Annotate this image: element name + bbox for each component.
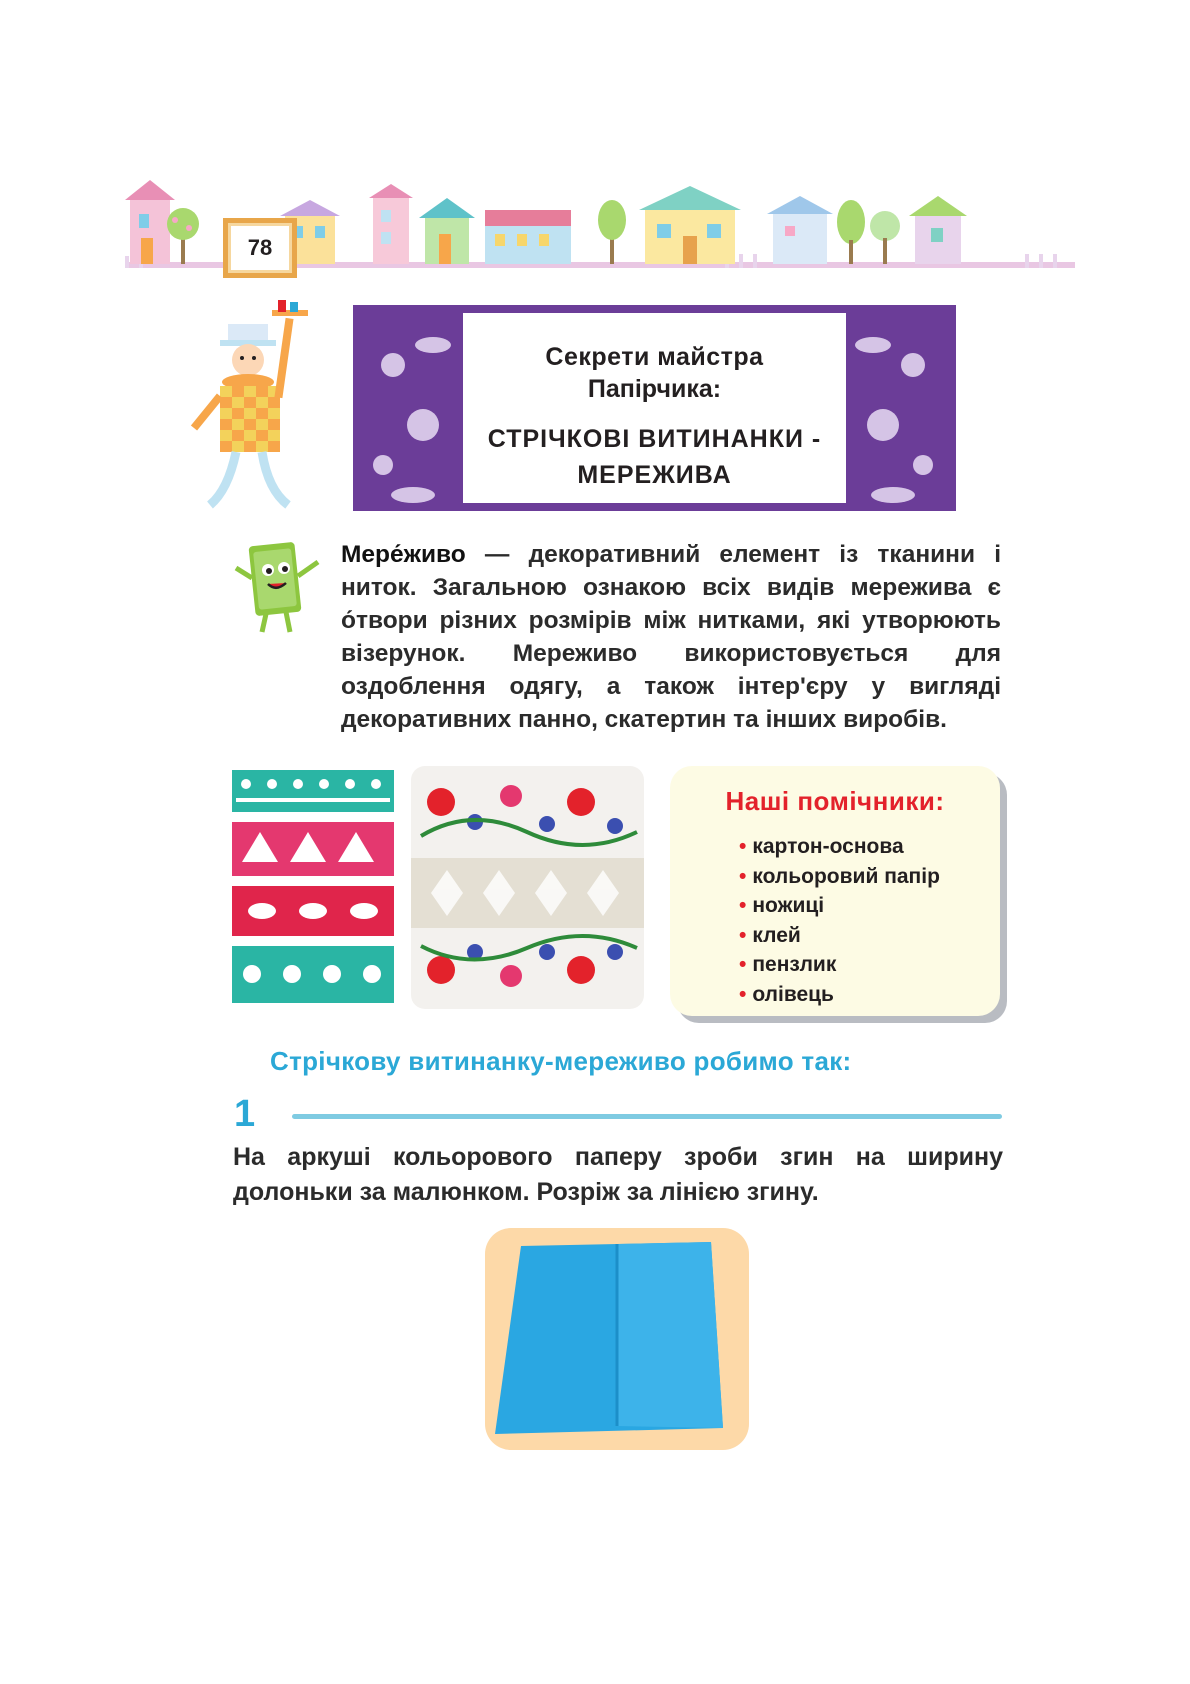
folded-paper-photo [485, 1228, 749, 1450]
definition-term: Мере́живо [341, 541, 466, 568]
title-line-4: МЕРЕЖИВА [577, 461, 732, 489]
helpers-title: Наші помічники: [725, 786, 945, 816]
steps-heading: Стрічкову витинанку-мереживо робимо так: [270, 1046, 852, 1076]
definition-text: — декоративний елемент із тканини і ниток. Загальною ознакою всіх видів мережива є о́твори різних розмірів між нитками, які утворюють візерунок. Мереживо використовується для оздоблення одягу, а також інтер'єру у вигляді декоративних панно, скатертин та інших виробів. [341, 541, 1001, 733]
helpers-box [670, 766, 1000, 1016]
page-number-text: 78 [247, 235, 273, 260]
helpers-item: • картон-основа [739, 832, 940, 862]
title-line-1: Секрети майстра [545, 343, 764, 371]
title-panel [463, 313, 846, 503]
helpers-item: • ножиці [739, 891, 940, 921]
helpers-list [739, 832, 940, 1009]
definition-paragraph [341, 538, 1001, 736]
embroidered-towel-photo [411, 766, 644, 1009]
page-number [223, 218, 297, 278]
helpers-item: • кольоровий папір [739, 862, 940, 892]
helpers-item: • клей [739, 921, 940, 951]
step-1-text: На аркуші кольорового паперу зроби згин на ширину долоньки за малюнком. Розріж за лінією згину. [233, 1143, 1003, 1206]
title-line-2: Папірчика: [587, 375, 722, 403]
helpers-item: • олівець [739, 980, 940, 1010]
paper-lace-patterns-image [232, 770, 394, 1003]
papirchyk-mascot-illustration [180, 300, 330, 515]
title-banner [353, 305, 956, 511]
title-line-3: СТРІЧКОВІ ВИТИНАНКИ - [487, 425, 822, 453]
step-number: 1 [234, 1093, 256, 1135]
book-mascot-icon [232, 538, 324, 638]
step-divider [292, 1114, 1002, 1119]
helpers-item: • пензлик [739, 950, 940, 980]
